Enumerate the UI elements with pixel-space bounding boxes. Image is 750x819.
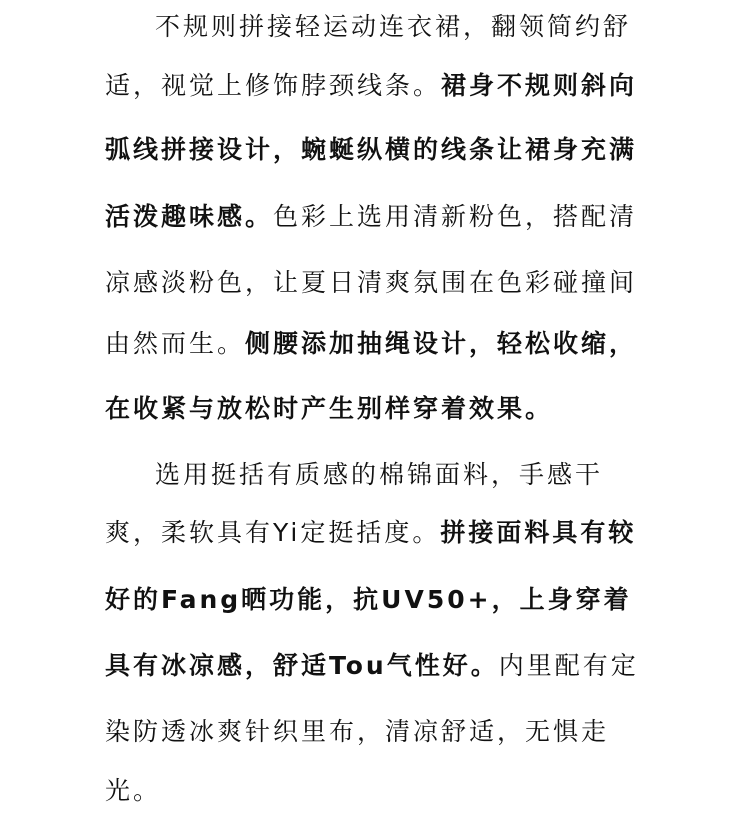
paragraph-2-line-1 (155, 459, 603, 491)
paragraph-1-line-4 (105, 201, 637, 233)
bold-text-run: 弧线拼接设计，蜿蜒纵横的线条让裙身充满 (105, 135, 638, 164)
paragraph-1-line-6 (105, 328, 637, 360)
bold-text-run: 好的Fang晒功能，抗UV50+，上身穿着 (105, 585, 632, 614)
bold-text-run: 拼接面料具有较 (440, 518, 637, 547)
paragraph-2-line-2 (105, 517, 636, 549)
bold-text-run: 具有冰凉感，舒适Tou气性好。 (105, 651, 499, 680)
text-run: 适，视觉上修饰脖颈线条。 (105, 71, 442, 100)
bold-text-run: 裙身不规则斜向 (441, 71, 638, 100)
text-run: 内里配有定 (498, 651, 639, 680)
text-run: 选用挺括有质感的棉锦面料，手感干 (155, 460, 604, 489)
text-run: 凉感淡粉色，让夏日清爽氛围在色彩碰撞间 (105, 268, 638, 297)
bold-text-run: 活泼趣味感。 (105, 202, 274, 231)
text-run: 光。 (105, 776, 162, 805)
paragraph-1-line-5 (105, 267, 637, 299)
paragraph-1-line-7 (105, 393, 553, 425)
text-run: 色彩上选用清新粉色，搭配清 (273, 202, 638, 231)
text-run: 由然而生。 (105, 329, 246, 358)
paragraph-1-line-2 (105, 70, 637, 102)
text-run: 染防透冰爽针织里布，清凉舒适，无惧走 (105, 717, 610, 746)
text-run: 爽，柔软具有Yi定挺括度。 (105, 518, 441, 547)
paragraph-1-line-1 (155, 11, 631, 43)
text-run: 不规则拼接轻运动连衣裙，翻领简约舒 (155, 12, 632, 41)
paragraph-1-line-3 (105, 134, 637, 166)
paragraph-2-line-3 (105, 584, 632, 616)
bold-text-run: 在收紧与放松时产生别样穿着效果。 (105, 394, 554, 423)
bold-text-run: 侧腰添加抽绳设计，轻松收缩， (245, 329, 638, 358)
paragraph-2-line-5 (105, 716, 609, 748)
paragraph-2-line-6 (105, 775, 161, 807)
paragraph-2-line-4 (105, 650, 639, 682)
